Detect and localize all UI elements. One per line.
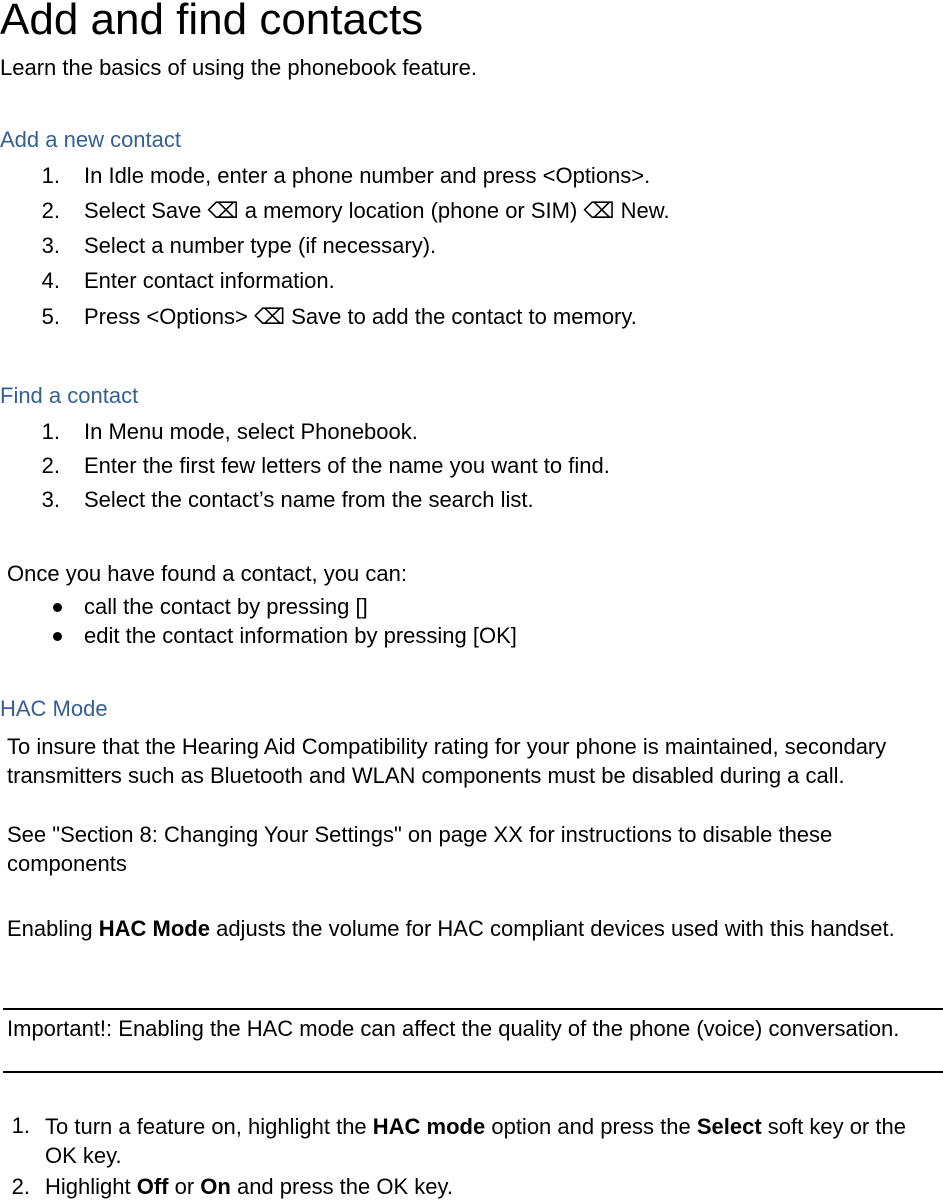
page-title: Add and find contacts: [0, 0, 424, 44]
on-option: On: [200, 1174, 231, 1199]
select-key-label: Select: [696, 1114, 762, 1139]
bullet-icon: [53, 632, 62, 641]
off-option: Off: [136, 1174, 169, 1199]
divider-top: [3, 1008, 943, 1010]
hac-mode-option: HAC mode: [372, 1114, 486, 1139]
hac-heading: HAC Mode: [0, 696, 108, 721]
important-note: Important!: Enabling the HAC mode can affect the quality of the phone (voice) conversation.: [7, 1016, 900, 1041]
find-contact-heading: Find a contact: [0, 383, 139, 408]
bullet-icon: [53, 603, 62, 612]
divider-bottom: [3, 1071, 943, 1073]
list-item: 1. To turn a feature on, highlight the HAC mode option and press the Select soft key or the OK key.: [11, 1113, 906, 1168]
hac-mode-term: HAC Mode: [98, 916, 210, 941]
hac-paragraph-2: See "Section 8: Changing Your Settings" on page XX for instructions to disable these components: [7, 822, 833, 876]
intro-text: Learn the basics of using the phonebook feature.: [0, 55, 478, 80]
add-contact-heading: Add a new contact: [0, 127, 182, 152]
hac-paragraph-1: To insure that the Hearing Aid Compatibility rating for your phone is maintained, secondary transmitters such as Bluetooth and WLAN components must be disabled during a call.: [7, 734, 887, 788]
hac-paragraph-3: Enabling HAC Mode adjusts the volume for HAC compliant devices used with this handset.: [7, 916, 895, 941]
found-lead-text: Once you have found a contact, you can:: [7, 561, 407, 586]
